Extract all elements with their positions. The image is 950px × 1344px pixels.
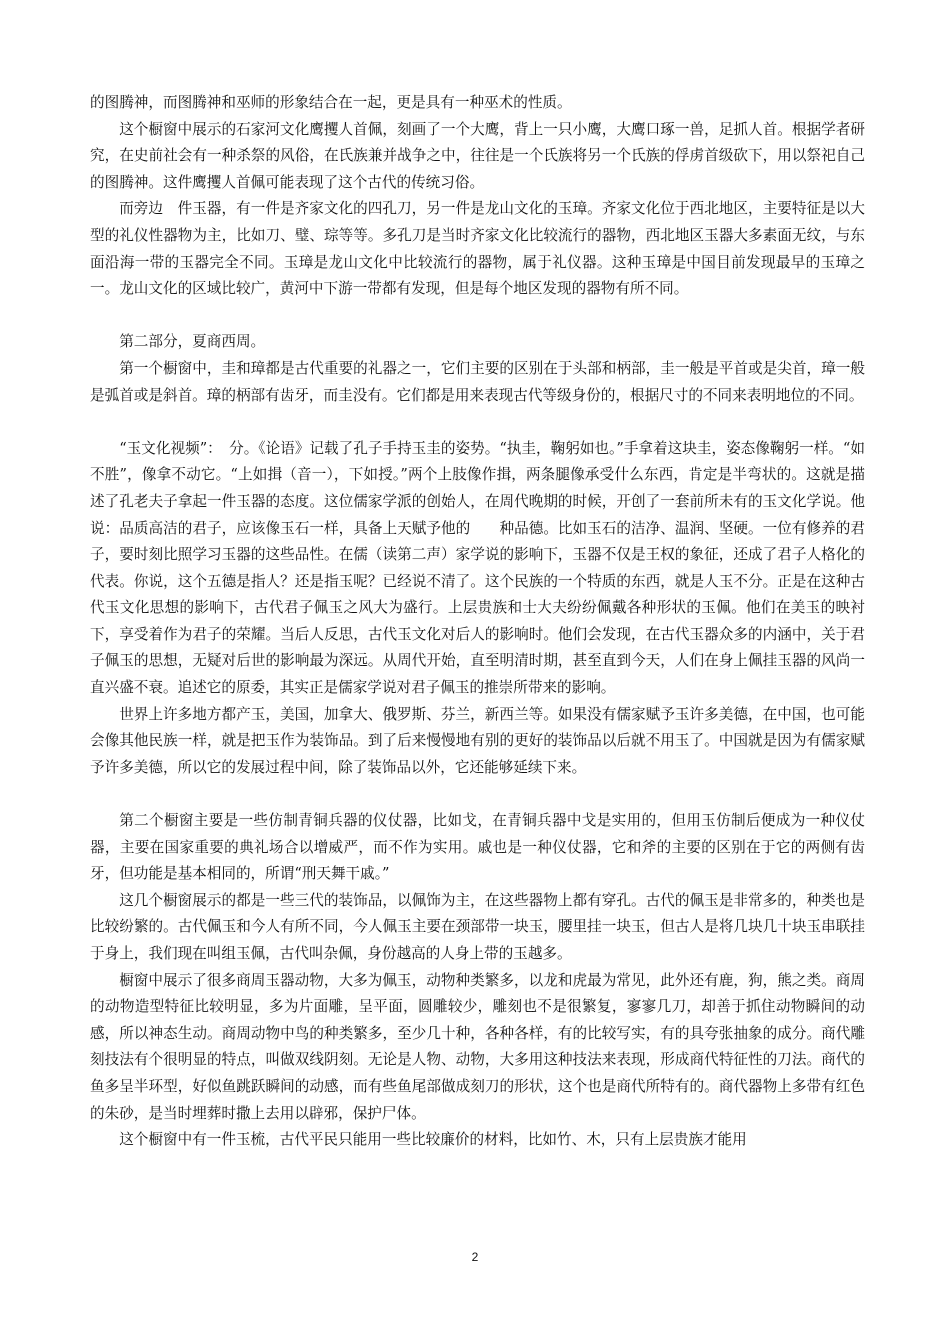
paragraph-ornaments: 这几个橱窗展示的都是一些三代的装饰品，以佩饰为主，在这些器物上都有穿孔。古代的佩玉是非常多的，种类也是比较纷繁的。古代佩玉和今人有所不同，今人佩玉主要在颈部带一块玉，腰里挂一块玉，但古人是将几块几十块玉串联挂于身上，我们现在叫组玉佩，古代叫杂佩，身份越高的人身上带的玉越多。 [90,891,865,962]
paragraph-continuation: 的图腾神，而图腾神和巫师的形象结合在一起，更是具有一种巫术的性质。 [90,94,572,111]
section-heading-xia-shang-zhou: 第二部分，夏商西周。 [119,333,266,351]
paragraph-eagle-pendant: 这个橱窗中展示的石家河文化鹰攫人首佩，刻画了一个大鹰，背上一只小鹰，大鹰口琢一兽，足抓人首。根据学者研究，在史前社会有一种杀祭的风俗，在氏族兼并战争之中，往往是一个氏族将另一个氏族的俘虏首级砍下，用以祭祀自己的图腾神。这件鹰攫人首佩可能表现了这个古代的传统习俗。 [90,120,865,191]
page-number: 2 [471,1250,479,1264]
paragraph-gap [90,409,865,436]
paragraph-ceremonial-weapons: 第二个橱窗主要是一些仿制青铜兵器的仪仗器，比如戈，在青铜兵器中戈是实用的，但用玉仿制后便成为一种仪仗器，主要在国家重要的典礼场合以增威严，而不作为实用。戚也是一种仪仗器，它和斧的主要的区别在于它的两侧有齿牙，但功能是基本相同的，所谓“刑天舞干戚。” [90,812,865,883]
paragraph-gap [90,303,865,330]
paragraph-jade-comb: 这个橱窗中有一件玉梳，古代平民只能用一些比较廉价的材料，比如竹、木，只有上层贵族才能用 [119,1131,747,1149]
paragraph-jade-animals: 橱窗中展示了很多商周玉器动物，大多为佩玉，动物种类繁多，以龙和虎最为常见，此外还有鹿，狗，熊之类。商周的动物造型特征比较明显，多为片面雕，呈平面，圆雕较少，雕刻也不是很繁复，寥寥几刀，却善于抓住动物瞬间的动感，所以神态生动。商周动物中鸟的种类繁多，至少几十种，各种各样，有的比较写实，有的具夸张抽象的成分。商代雕刻技法有个很明显的特点，叫做双线阴刻。无论是人物、动物，大多用这种技法来表现，形成商代特征性的刀法。商代的鱼多呈半环型，好似鱼跳跃瞬间的动感，而有些鱼尾部做成刻刀的形状，这个也是商代所特有的。商代器物上多带有红色的朱砂，是当时埋葬时撒上去用以辟邪，保护尸体。 [90,971,865,1122]
paragraph-gap [90,781,865,808]
paragraph-jade-culture-video: “玉文化视频”： 分。《论语》记载了孔子手持玉圭的姿势。“执圭，鞠躬如也。”手拿着这块圭，姿态像鞠躬一样。“如不胜”，像拿不动它。“上如揖（音一），下如授。”两个上肢像作揖，两条腿像承受什么东西，肯定是半弯状的。这就是描述了孔老夫子拿起一件玉器的态度。这位儒家学派的创始人，在周代晚期的时候，开创了一套前所未有的玉文化学说。他说：品质高洁的君子，应该像玉石一样，具备上天赋予他的 种品德。比如玉石的洁净、温润、坚硬。一位有修养的君子，要时刻比照学习玉器的这些品性。在儒（读第二声）家学说的影响下，玉器不仅是王权的象征，还成了君子人格化的代表。你说，这个五德是指人？还是指玉呢？已经说不清了。这个民族的一个特质的东西，就是人玉不分。正是在这种古代玉文化思想的影响下，古代君子佩玉之风大为盛行。上层贵族和士大夫纷纷佩戴各种形状的玉佩。他们在美玉的映衬下，享受着作为君子的荣耀。当后人反思，古代玉文化对后人的影响时。他们会发现，在古代玉器众多的内涵中，关于君子佩玉的思想，无疑对后世的影响最为深远。从周代开始，直至明清时期，甚至直到今天，人们在身上佩挂玉器的风尚一直兴盛不衰。追述它的原委，其实正是儒家学说对君子佩玉的推崇所带来的影响。 [90,439,865,697]
paragraph-gui-zhang: 第一个橱窗中，圭和璋都是古代重要的礼器之一，它们主要的区别在于头部和柄部，圭一般是平首或是尖首，璋一般是弧首或是斜首。璋的柄部有齿牙，而圭没有。它们都是用来表现古代等级身份的，根据尺寸的不同来表明地位的不同。 [90,359,865,404]
document-body [90,90,865,1154]
paragraph-world-jade: 世界上许多地方都产玉，美国，加拿大、俄罗斯、芬兰，新西兰等。如果没有儒家赋予玉许多美德，在中国，也可能会像其他民族一样，就是把玉作为装饰品。到了后来慢慢地有别的更好的装饰品以后就不用玉了。中国就是因为有儒家赋予许多美德，所以它的发展过程中间，除了装饰品以外，它还能够延续下来。 [90,705,865,776]
paragraph-qijia-longshan: 而旁边 件玉器，有一件是齐家文化的四孔刀，另一件是龙山文化的玉璋。齐家文化位于西北地区，主要特征是以大型的礼仪性器物为主，比如刀、璧、琮等等。多孔刀是当时齐家文化比较流行的器物，西北地区玉器大多素面无纹，与东面沿海一带的玉器完全不同。玉璋是龙山文化中比较流行的器物，属于礼仪器。这种玉璋是中国目前发现最早的玉璋之一。龙山文化的区域比较广，黄河中下游一带都有发现，但是每个地区发现的器物有所不同。 [90,200,865,298]
